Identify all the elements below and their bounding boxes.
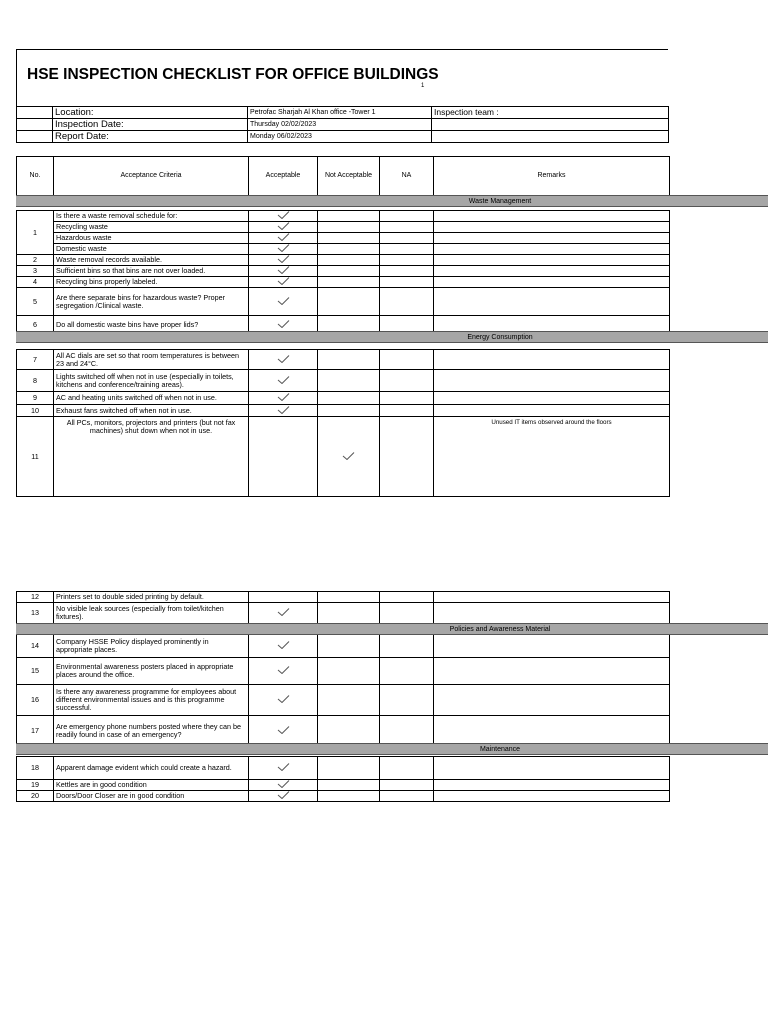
- check-mark-icon: [277, 608, 290, 616]
- row-number: 7: [17, 350, 54, 370]
- inspection-date-label: Inspection Date:: [53, 119, 248, 131]
- header-no: No.: [17, 157, 54, 196]
- check-mark-icon: [277, 355, 290, 363]
- report-date-value: Monday 06/02/2023: [248, 131, 432, 143]
- header-acceptable: Acceptable: [249, 157, 318, 196]
- row-number: 10: [17, 405, 54, 417]
- section-title: Energy Consumption: [467, 334, 533, 341]
- section-band-waste: [16, 195, 768, 207]
- row-number: 14: [17, 635, 54, 658]
- table-header-row: [17, 157, 670, 196]
- row-number: 15: [17, 658, 54, 685]
- criteria-text: Domestic waste: [54, 244, 249, 255]
- check-mark-icon: [342, 452, 355, 460]
- remark-text: Unused IT items observed around the floors: [434, 417, 670, 497]
- location-value: Petrofac Sharjah Al Khan office -Tower 1: [248, 107, 432, 119]
- inspection-team-label: Inspection team :: [432, 107, 669, 119]
- criteria-text: Hazardous waste: [54, 233, 249, 244]
- check-mark-icon: [277, 666, 290, 674]
- criteria-text: Apparent damage evident which could create a hazard.: [54, 757, 249, 780]
- criteria-text: Is there any awareness programme for employees about different environmental issues and is this programme successful.: [54, 685, 249, 716]
- row-number: 2: [17, 255, 54, 266]
- row-number: 18: [17, 757, 54, 780]
- criteria-text: Are emergency phone numbers posted where they can be readily found in case of an emergency?: [54, 716, 249, 746]
- check-mark-icon: [277, 763, 290, 771]
- criteria-text: Sufficient bins so that bins are not over loaded.: [54, 266, 249, 277]
- check-mark-icon: [277, 320, 290, 328]
- criteria-text: All AC dials are set so that room temperatures is between 23 and 24°C.: [54, 350, 249, 370]
- section-title: Policies and Awareness Material: [449, 626, 551, 633]
- criteria-text: Do all domestic waste bins have proper lids?: [54, 316, 249, 335]
- criteria-text: Environmental awareness posters placed in appropriate places around the office.: [54, 658, 249, 685]
- check-mark-icon: [277, 277, 290, 285]
- row-number: 9: [17, 392, 54, 405]
- location-label: Location:: [53, 107, 248, 119]
- check-mark-icon: [277, 726, 290, 734]
- criteria-text: Printers set to double sided printing by default.: [54, 592, 249, 603]
- criteria-text: No visible leak sources (especially from toilet/kitchen fixtures).: [54, 603, 249, 624]
- check-mark-icon: [277, 406, 290, 414]
- criteria-text: AC and heating units switched off when not in use.: [54, 392, 249, 405]
- criteria-text: Lights switched off when not in use (especially in toilets, kitchens and conference/training areas).: [54, 370, 249, 392]
- row-number: 12: [17, 592, 54, 603]
- section-band-maintenance: [16, 743, 768, 755]
- row-number: 6: [17, 316, 54, 335]
- criteria-text: Company HSSE Policy displayed prominently in appropriate places.: [54, 635, 249, 658]
- row-number: 3: [17, 266, 54, 277]
- criteria-text: Recycling waste: [54, 222, 249, 233]
- row-number: 4: [17, 277, 54, 288]
- section-band-policies: [16, 623, 768, 635]
- check-mark-icon: [277, 297, 290, 305]
- criteria-text: All PCs, monitors, projectors and printers (but not fax machines) shut down when not in use.: [54, 417, 249, 497]
- header-criteria: Acceptance Criteria: [54, 157, 249, 196]
- check-mark-icon: [277, 641, 290, 649]
- check-mark-icon: [277, 393, 290, 401]
- check-mark-icon: [277, 791, 290, 799]
- check-mark-icon: [277, 780, 290, 788]
- header-remarks: Remarks: [434, 157, 670, 196]
- document-title: HSE INSPECTION CHECKLIST FOR OFFICE BUILDINGS: [27, 66, 439, 83]
- title-block: [16, 49, 668, 106]
- header-na: NA: [380, 157, 434, 196]
- header-not-acceptable: Not Acceptable: [318, 157, 380, 196]
- check-mark-icon: [277, 222, 290, 230]
- criteria-text: Exhaust fans switched off when not in use.: [54, 405, 249, 417]
- check-mark-icon: [277, 695, 290, 703]
- row-number: 1: [17, 211, 54, 255]
- row-number: 8: [17, 370, 54, 392]
- check-mark-icon: [277, 233, 290, 241]
- row-number: 5: [17, 288, 54, 316]
- section-band-energy: [16, 331, 768, 343]
- row-number: 11: [17, 417, 54, 497]
- row-number: 20: [17, 791, 54, 802]
- row-number: 16: [17, 685, 54, 716]
- section-title: Maintenance: [479, 746, 521, 753]
- check-mark-icon: [277, 211, 290, 219]
- criteria-text: Kettles are in good condition: [54, 780, 249, 791]
- row-number: 13: [17, 603, 54, 624]
- check-mark-icon: [277, 376, 290, 384]
- criteria-text: Are there separate bins for hazardous waste? Proper segregation /Clinical waste.: [54, 288, 249, 316]
- check-mark-icon: [277, 266, 290, 274]
- check-mark-icon: [277, 255, 290, 263]
- criteria-text: Recycling bins properly labeled.: [54, 277, 249, 288]
- inspection-info-table: [16, 106, 669, 143]
- inspection-date-value: Thursday 02/02/2023: [248, 119, 432, 131]
- row-number: 19: [17, 780, 54, 791]
- criteria-text: Waste removal records available.: [54, 255, 249, 266]
- page-number: 1: [421, 83, 425, 89]
- section-title: Waste Management: [468, 198, 532, 205]
- criteria-text: Is there a waste removal schedule for:: [54, 211, 249, 222]
- check-mark-icon: [277, 244, 290, 252]
- row-number: 17: [17, 716, 54, 746]
- criteria-text: Doors/Door Closer are in good condition: [54, 791, 249, 802]
- report-date-label: Report Date:: [53, 131, 248, 143]
